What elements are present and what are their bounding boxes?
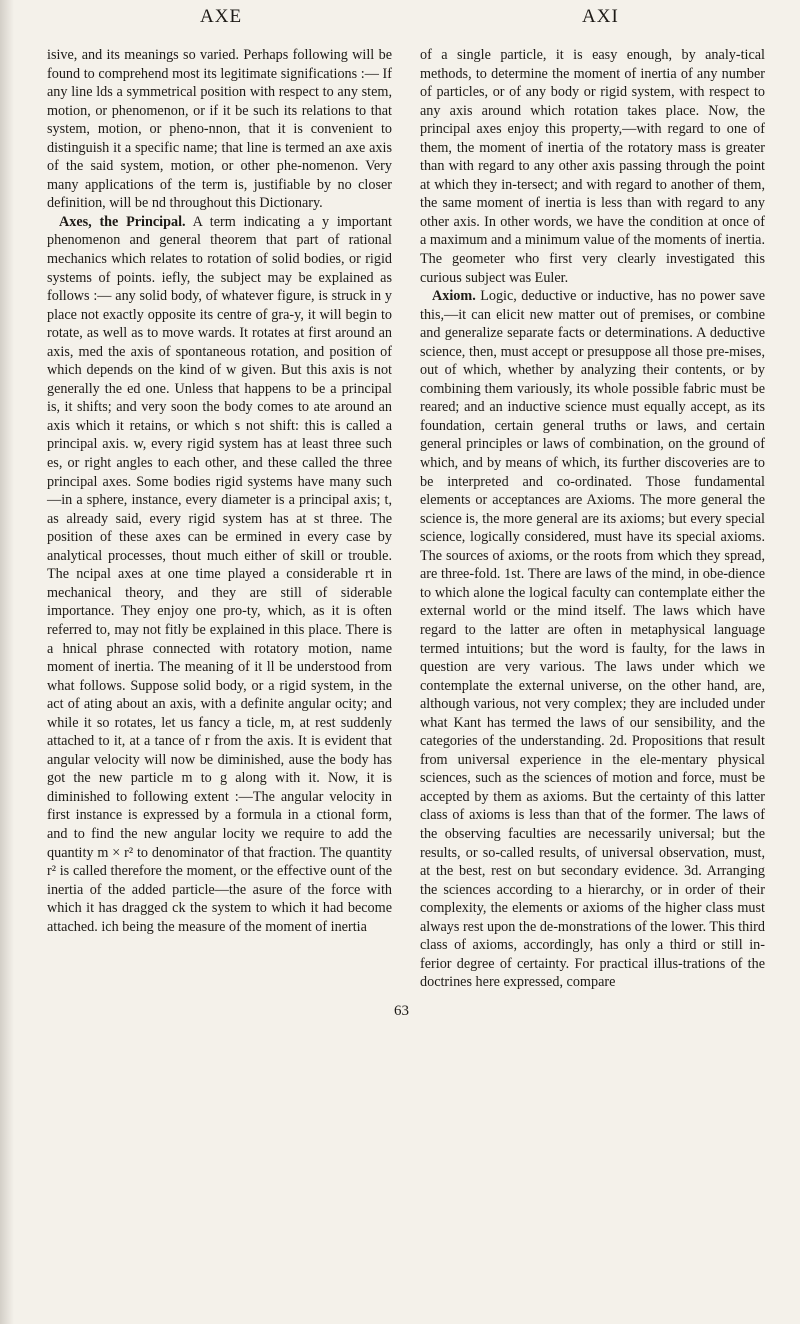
page-number: 63 [394,1003,409,1019]
entry-axes-principal [47,213,392,936]
entry-axe-continuation: isive, and its meanings so varied. Perhaps following will be found to comprehend most its legitimate significations :— If any line lds a symmetrical position with respect to any stem, motion, or phenomenon, or if it be such its relations to that system, motion, or pheno-nnon, that it is convenient to distinguish it a specific name; that line is termed an axe axis of the said system, motion, or other phe-nomenon. Very many applications of the term is, justifiable by no closer definition, will be nd throughout this Dictionary. [47,47,392,212]
running-head-left: AXE [200,6,243,27]
entry-axes-continuation: of a single particle, it is easy enough, by analy-tical methods, to determine the moment of inertia of any number of particles, or of any body or rigid system, with respect to any axis around which rotation takes place. Now, the principal axes enjoy this property,—with regard to one of them, the moment of inertia of the rotatory mass is greater than with regard to any other axis passing through the point at which they in-tersect; and with regard to another of them, the same moment of inertia is less than with regard to any other axis. In other words, we have the condition at once of a maximum and a minimum value of the moments of inertia. The geometer who first very clearly investigated this curious subject was Euler. [420,47,765,286]
right-column [420,46,765,992]
headword-axiom: Axiom. [432,288,476,305]
entry-axiom-body: Logic, deductive or inductive, has no power save this,—it can elicit new matter out of premises, or combine and generalize separate facts or determinations. A deductive science, then, must accept or presuppose all those pre-mises, out of which, whether by analyzing their contents, or by combining them variously, its whole possible fabric must be reared; and an inductive science must equally accept, as its foundation, certain general truths or laws, and certain general principles or laws of combination, on the ground of which, and by means of which, its further discoveries are to be interpreted and co-ordinated. Those fundamental elements or acceptances are Axioms. The more general the science is, the more general are its axioms; but every special science, logically considered, must have its special axioms. The sources of axioms, or the roots from which they spread, are three-fold. 1st. There are laws of the mind, in obe-dience to which alone the logical faculty can contemplate either the external world or the mind itself. The laws which have regard to the latter are often in metaphysical language termed intuitions; but the word is faulty, for the laws in question are very various. The laws under which we contemplate the external universe, on the other hand, are, although various, not very complex; they are included under what Kant has termed the laws of our sensibility, and the categories of the understanding. 2d. Propositions that result from universal experience in the ele-mentary physical sciences, such as the sciences of motion and force, must be accepted by them as axioms. But the certainty of this latter class of axioms is less than that of the former. The laws of the observing faculties are necessarily universal; but the results, or so-called results, of universal observation, must, at the best, rest on but secondary evidence. 3d. Arranging the sciences according to a hierarchy, or in order of their complexity, the elements or axioms of the higher class must always rest upon the de-monstrations of the lower. This third class of axioms, accordingly, has only a third or still in-ferior degree of certainty. For practical illus-trations of the doctrines here expressed, compare [420,288,766,991]
running-head-right: AXI [582,6,619,27]
left-column [47,46,392,936]
headword-axes-principal: Axes, the Principal. [59,213,186,230]
entry-axiom [420,287,765,992]
entry-axes-principal-body: A term indicating a y important phenomenon and general theorem that part of rational mechanics which relates to rotation of solid bodies, or rigid systems of points. iefly, the subject may be explained as follows :— any solid body, of whatever figure, is struck in y place not exactly opposite its centre of gra-y, it will begin to rotate, as well as to move wards. It rotates at first around an axis, med the axis of spontaneous rotation, and position of which depends on the kind of w given. But this axis is not generally the ed one. Unless that happens to be a principal is, it shifts; and very soon the body comes to ate around an axis which it retains, or which s not shift: this is called a principal axis. w, every rigid system has at least three such es, or right angles to each other, and these called the three principal axes. Some bodies rigid systems have many such—in a sphere, instance, every diameter is a principal axis; t, as already said, every rigid system has at st three. The position of these axes can be ermined in every case by analytical processes, thout much either of skill or trouble. The ncipal axes at one time played a considerable rt in mechanical theory, and they are still of siderable importance. They enjoy one pro-ty, which, as it is often referred to, may not fitly be explained in this place. There is a hnical phrase connected with rotatory motion, name moment of inertia. The meaning of it ll be understood from what follows. Suppose solid body, or a rigid system, in the act of ating about an axis, with a definite angular ocity; and while it so rotates, let us fancy a ticle, m, at rest suddenly attached to it, at a tance of r from the axis. It is evident that angular velocity will now be diminished, ause the body has got the new particle m to g along with it. Now, it is diminished to following extent :—The angular velocity in first instance is expressed by a formula in a ctional form, and to find the new angular locity we require to add the quantity m × r² to denominator of that fraction. The quantity r² is called therefore the moment, or the effective ount of the inertia of the added particle—the asure of the force with which it has dragged ck the system to which it had become attached. ich being the measure of the moment of inertia [47,213,392,935]
page-gutter-shadow [0,0,14,1324]
